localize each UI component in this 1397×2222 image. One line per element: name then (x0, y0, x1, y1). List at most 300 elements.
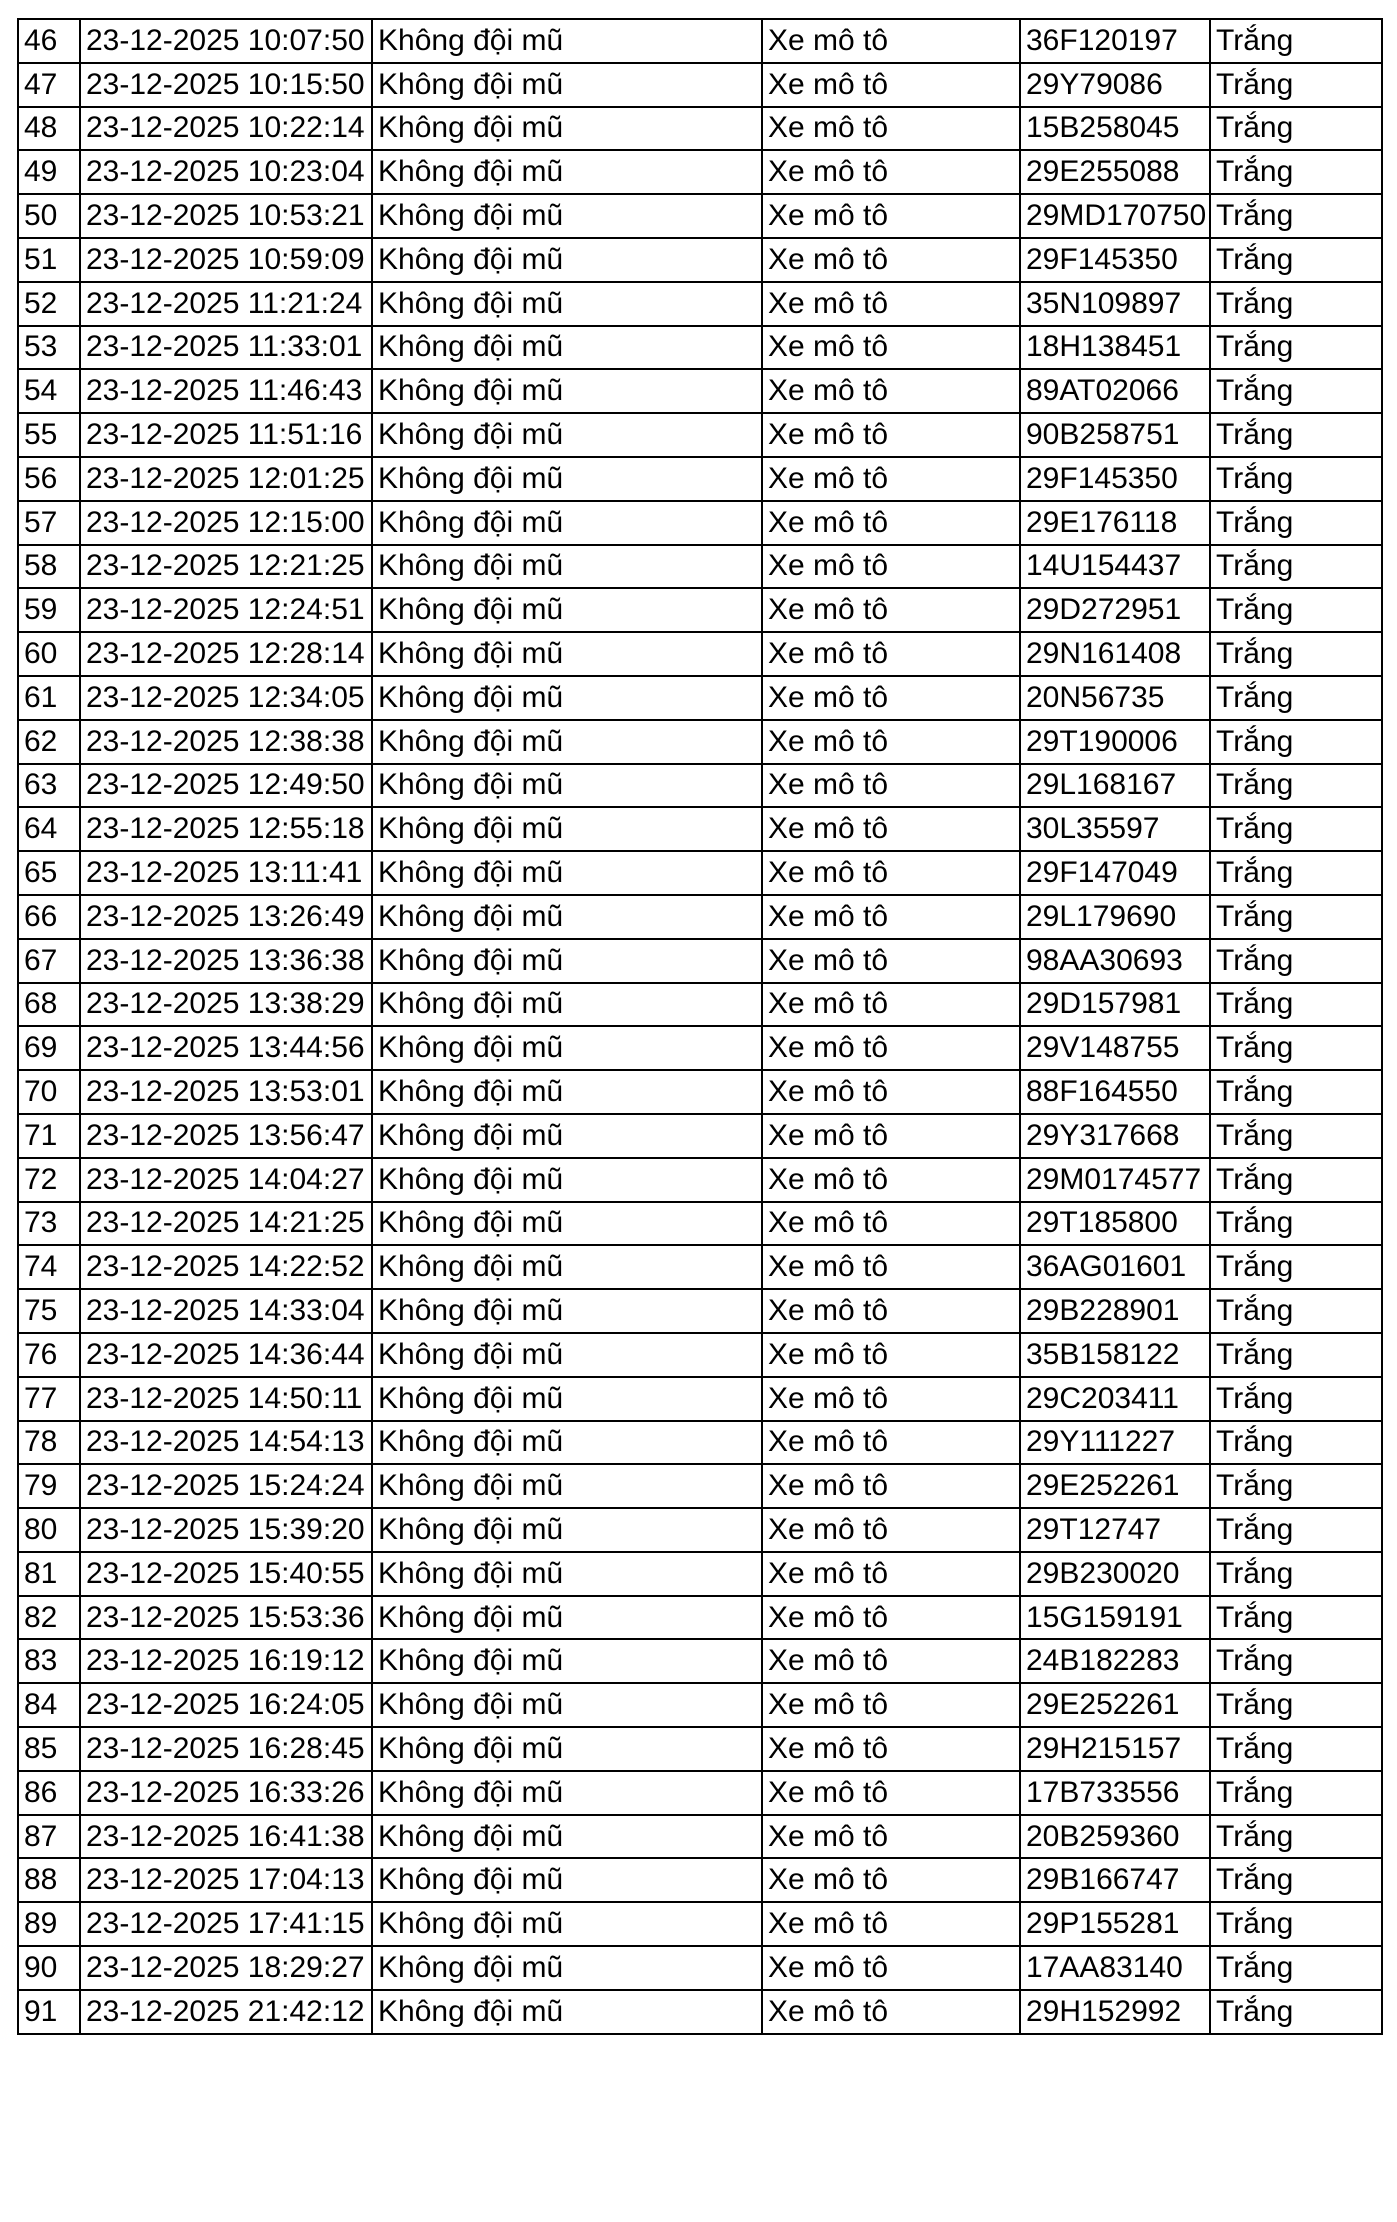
table-row (18, 1158, 1382, 1202)
vehicle-type-cell: Xe mô tô (762, 238, 1020, 282)
table-row (18, 1990, 1382, 2034)
plate-color-cell: Trắng (1210, 983, 1382, 1027)
table-row (18, 1464, 1382, 1508)
plate-color-cell: Trắng (1210, 676, 1382, 720)
plate-color-cell: Trắng (1210, 1727, 1382, 1771)
table-row (18, 1683, 1382, 1727)
license-plate-cell: 20N56735 (1020, 676, 1210, 720)
violation-time-cell: 23-12-2025 17:04:13 (80, 1858, 372, 1902)
violation-time-cell: 23-12-2025 14:22:52 (80, 1245, 372, 1289)
row-number-cell: 78 (18, 1421, 80, 1465)
row-number-cell: 51 (18, 238, 80, 282)
plate-color-cell: Trắng (1210, 1158, 1382, 1202)
license-plate-cell: 89AT02066 (1020, 369, 1210, 413)
row-number-cell: 82 (18, 1596, 80, 1640)
license-plate-cell: 18H138451 (1020, 326, 1210, 370)
license-plate-cell: 29N161408 (1020, 632, 1210, 676)
license-plate-cell: 29E176118 (1020, 501, 1210, 545)
vehicle-type-cell: Xe mô tô (762, 150, 1020, 194)
license-plate-cell: 29T185800 (1020, 1202, 1210, 1246)
plate-color-cell: Trắng (1210, 63, 1382, 107)
plate-color-cell: Trắng (1210, 1070, 1382, 1114)
violation-type-cell: Không đội mũ (372, 1552, 762, 1596)
license-plate-cell: 29Y79086 (1020, 63, 1210, 107)
row-number-cell: 60 (18, 632, 80, 676)
vehicle-type-cell: Xe mô tô (762, 1771, 1020, 1815)
violation-type-cell: Không đội mũ (372, 1815, 762, 1859)
row-number-cell: 58 (18, 545, 80, 589)
row-number-cell: 67 (18, 939, 80, 983)
table-row (18, 369, 1382, 413)
violation-type-cell: Không đội mũ (372, 194, 762, 238)
violation-time-cell: 23-12-2025 10:07:50 (80, 19, 372, 63)
violation-type-cell: Không đội mũ (372, 457, 762, 501)
plate-color-cell: Trắng (1210, 501, 1382, 545)
vehicle-type-cell: Xe mô tô (762, 983, 1020, 1027)
violation-time-cell: 23-12-2025 16:41:38 (80, 1815, 372, 1859)
vehicle-type-cell: Xe mô tô (762, 1289, 1020, 1333)
table-row (18, 1114, 1382, 1158)
violation-time-cell: 23-12-2025 13:44:56 (80, 1026, 372, 1070)
vehicle-type-cell: Xe mô tô (762, 676, 1020, 720)
plate-color-cell: Trắng (1210, 1333, 1382, 1377)
violation-time-cell: 23-12-2025 13:36:38 (80, 939, 372, 983)
violation-type-cell: Không đội mũ (372, 238, 762, 282)
row-number-cell: 54 (18, 369, 80, 413)
row-number-cell: 52 (18, 282, 80, 326)
plate-color-cell: Trắng (1210, 1771, 1382, 1815)
plate-color-cell: Trắng (1210, 939, 1382, 983)
plate-color-cell: Trắng (1210, 1990, 1382, 2034)
violation-type-cell: Không đội mũ (372, 545, 762, 589)
violation-time-cell: 23-12-2025 14:36:44 (80, 1333, 372, 1377)
violation-time-cell: 23-12-2025 13:11:41 (80, 851, 372, 895)
vehicle-type-cell: Xe mô tô (762, 413, 1020, 457)
violation-type-cell: Không đội mũ (372, 63, 762, 107)
license-plate-cell: 29L168167 (1020, 764, 1210, 808)
license-plate-cell: 88F164550 (1020, 1070, 1210, 1114)
row-number-cell: 76 (18, 1333, 80, 1377)
plate-color-cell: Trắng (1210, 19, 1382, 63)
table-row (18, 238, 1382, 282)
license-plate-cell: 29F145350 (1020, 457, 1210, 501)
vehicle-type-cell: Xe mô tô (762, 1377, 1020, 1421)
violation-time-cell: 23-12-2025 12:49:50 (80, 764, 372, 808)
table-row (18, 1202, 1382, 1246)
plate-color-cell: Trắng (1210, 1464, 1382, 1508)
license-plate-cell: 29Y111227 (1020, 1421, 1210, 1465)
plate-color-cell: Trắng (1210, 1026, 1382, 1070)
table-row (18, 282, 1382, 326)
plate-color-cell: Trắng (1210, 632, 1382, 676)
license-plate-cell: 29T190006 (1020, 720, 1210, 764)
row-number-cell: 81 (18, 1552, 80, 1596)
violation-type-cell: Không đội mũ (372, 1771, 762, 1815)
vehicle-type-cell: Xe mô tô (762, 63, 1020, 107)
table-row (18, 1771, 1382, 1815)
table-row (18, 1421, 1382, 1465)
vehicle-type-cell: Xe mô tô (762, 1026, 1020, 1070)
violation-time-cell: 23-12-2025 16:24:05 (80, 1683, 372, 1727)
violation-type-cell: Không đội mũ (372, 501, 762, 545)
row-number-cell: 86 (18, 1771, 80, 1815)
violation-type-cell: Không đội mũ (372, 1464, 762, 1508)
violation-type-cell: Không đội mũ (372, 1902, 762, 1946)
row-number-cell: 87 (18, 1815, 80, 1859)
plate-color-cell: Trắng (1210, 194, 1382, 238)
vehicle-type-cell: Xe mô tô (762, 1158, 1020, 1202)
row-number-cell: 47 (18, 63, 80, 107)
table-row (18, 1070, 1382, 1114)
vehicle-type-cell: Xe mô tô (762, 1245, 1020, 1289)
violation-time-cell: 23-12-2025 15:39:20 (80, 1508, 372, 1552)
row-number-cell: 46 (18, 19, 80, 63)
violation-time-cell: 23-12-2025 15:24:24 (80, 1464, 372, 1508)
violation-type-cell: Không đội mũ (372, 19, 762, 63)
violation-type-cell: Không đội mũ (372, 1858, 762, 1902)
row-number-cell: 73 (18, 1202, 80, 1246)
table-row (18, 676, 1382, 720)
violation-time-cell: 23-12-2025 12:15:00 (80, 501, 372, 545)
table-row (18, 1289, 1382, 1333)
violation-type-cell: Không đội mũ (372, 1727, 762, 1771)
license-plate-cell: 36F120197 (1020, 19, 1210, 63)
table-row (18, 983, 1382, 1027)
violation-type-cell: Không đội mũ (372, 1026, 762, 1070)
plate-color-cell: Trắng (1210, 1421, 1382, 1465)
plate-color-cell: Trắng (1210, 238, 1382, 282)
vehicle-type-cell: Xe mô tô (762, 1990, 1020, 2034)
violation-time-cell: 23-12-2025 16:28:45 (80, 1727, 372, 1771)
violation-type-cell: Không đội mũ (372, 983, 762, 1027)
violation-time-cell: 23-12-2025 12:01:25 (80, 457, 372, 501)
violation-type-cell: Không đội mũ (372, 282, 762, 326)
violation-time-cell: 23-12-2025 13:53:01 (80, 1070, 372, 1114)
violation-type-cell: Không đội mũ (372, 413, 762, 457)
plate-color-cell: Trắng (1210, 1552, 1382, 1596)
violation-time-cell: 23-12-2025 17:41:15 (80, 1902, 372, 1946)
vehicle-type-cell: Xe mô tô (762, 1902, 1020, 1946)
license-plate-cell: 29E255088 (1020, 150, 1210, 194)
plate-color-cell: Trắng (1210, 764, 1382, 808)
table-row (18, 1333, 1382, 1377)
table-row (18, 1727, 1382, 1771)
violation-type-cell: Không đội mũ (372, 807, 762, 851)
plate-color-cell: Trắng (1210, 150, 1382, 194)
violation-type-cell: Không đội mũ (372, 1508, 762, 1552)
violation-type-cell: Không đội mũ (372, 1202, 762, 1246)
plate-color-cell: Trắng (1210, 851, 1382, 895)
license-plate-cell: 35N109897 (1020, 282, 1210, 326)
license-plate-cell: 29B166747 (1020, 1858, 1210, 1902)
table-row (18, 150, 1382, 194)
vehicle-type-cell: Xe mô tô (762, 1552, 1020, 1596)
table-row (18, 194, 1382, 238)
table-row (18, 939, 1382, 983)
plate-color-cell: Trắng (1210, 1946, 1382, 1990)
violation-type-cell: Không đội mũ (372, 1946, 762, 1990)
table-row (18, 1902, 1382, 1946)
row-number-cell: 70 (18, 1070, 80, 1114)
vehicle-type-cell: Xe mô tô (762, 632, 1020, 676)
vehicle-type-cell: Xe mô tô (762, 1202, 1020, 1246)
violation-time-cell: 23-12-2025 12:24:51 (80, 588, 372, 632)
plate-color-cell: Trắng (1210, 720, 1382, 764)
license-plate-cell: 24B182283 (1020, 1639, 1210, 1683)
violation-time-cell: 23-12-2025 11:51:16 (80, 413, 372, 457)
table-row (18, 19, 1382, 63)
row-number-cell: 79 (18, 1464, 80, 1508)
row-number-cell: 88 (18, 1858, 80, 1902)
row-number-cell: 50 (18, 194, 80, 238)
row-number-cell: 90 (18, 1946, 80, 1990)
vehicle-type-cell: Xe mô tô (762, 282, 1020, 326)
violation-time-cell: 23-12-2025 10:53:21 (80, 194, 372, 238)
violation-time-cell: 23-12-2025 14:21:25 (80, 1202, 372, 1246)
violation-type-cell: Không đội mũ (372, 895, 762, 939)
license-plate-cell: 35B158122 (1020, 1333, 1210, 1377)
table-row (18, 895, 1382, 939)
vehicle-type-cell: Xe mô tô (762, 545, 1020, 589)
table-row (18, 1596, 1382, 1640)
violation-type-cell: Không đội mũ (372, 1289, 762, 1333)
license-plate-cell: 17B733556 (1020, 1771, 1210, 1815)
violation-type-cell: Không đội mũ (372, 1333, 762, 1377)
vehicle-type-cell: Xe mô tô (762, 369, 1020, 413)
license-plate-cell: 29H152992 (1020, 1990, 1210, 2034)
vehicle-type-cell: Xe mô tô (762, 1464, 1020, 1508)
vehicle-type-cell: Xe mô tô (762, 1070, 1020, 1114)
table-row (18, 413, 1382, 457)
violation-time-cell: 23-12-2025 21:42:12 (80, 1990, 372, 2034)
violation-type-cell: Không đội mũ (372, 1245, 762, 1289)
violation-time-cell: 23-12-2025 15:40:55 (80, 1552, 372, 1596)
table-row (18, 1946, 1382, 1990)
row-number-cell: 85 (18, 1727, 80, 1771)
license-plate-cell: 29C203411 (1020, 1377, 1210, 1421)
row-number-cell: 77 (18, 1377, 80, 1421)
violations-table (17, 18, 1383, 2035)
table-row (18, 764, 1382, 808)
vehicle-type-cell: Xe mô tô (762, 1858, 1020, 1902)
violation-type-cell: Không đội mũ (372, 720, 762, 764)
license-plate-cell: 29Y317668 (1020, 1114, 1210, 1158)
vehicle-type-cell: Xe mô tô (762, 194, 1020, 238)
plate-color-cell: Trắng (1210, 413, 1382, 457)
table-row (18, 1815, 1382, 1859)
row-number-cell: 89 (18, 1902, 80, 1946)
table-row (18, 1508, 1382, 1552)
violation-time-cell: 23-12-2025 13:38:29 (80, 983, 372, 1027)
license-plate-cell: 29MD170750 (1020, 194, 1210, 238)
license-plate-cell: 29M0174577 (1020, 1158, 1210, 1202)
license-plate-cell: 29E252261 (1020, 1683, 1210, 1727)
plate-color-cell: Trắng (1210, 545, 1382, 589)
row-number-cell: 71 (18, 1114, 80, 1158)
table-row (18, 63, 1382, 107)
violation-type-cell: Không đội mũ (372, 764, 762, 808)
license-plate-cell: 29D272951 (1020, 588, 1210, 632)
violation-time-cell: 23-12-2025 14:54:13 (80, 1421, 372, 1465)
license-plate-cell: 29T12747 (1020, 1508, 1210, 1552)
vehicle-type-cell: Xe mô tô (762, 1333, 1020, 1377)
violation-time-cell: 23-12-2025 11:46:43 (80, 369, 372, 413)
row-number-cell: 84 (18, 1683, 80, 1727)
table-row (18, 720, 1382, 764)
violation-type-cell: Không đội mũ (372, 588, 762, 632)
plate-color-cell: Trắng (1210, 1289, 1382, 1333)
vehicle-type-cell: Xe mô tô (762, 1114, 1020, 1158)
vehicle-type-cell: Xe mô tô (762, 1421, 1020, 1465)
table-row (18, 1377, 1382, 1421)
row-number-cell: 48 (18, 107, 80, 151)
plate-color-cell: Trắng (1210, 588, 1382, 632)
row-number-cell: 80 (18, 1508, 80, 1552)
row-number-cell: 49 (18, 150, 80, 194)
plate-color-cell: Trắng (1210, 1377, 1382, 1421)
row-number-cell: 69 (18, 1026, 80, 1070)
table-row (18, 807, 1382, 851)
plate-color-cell: Trắng (1210, 1902, 1382, 1946)
violation-time-cell: 23-12-2025 14:33:04 (80, 1289, 372, 1333)
violation-type-cell: Không đội mũ (372, 1421, 762, 1465)
violation-time-cell: 23-12-2025 12:21:25 (80, 545, 372, 589)
row-number-cell: 59 (18, 588, 80, 632)
violation-type-cell: Không đội mũ (372, 150, 762, 194)
row-number-cell: 68 (18, 983, 80, 1027)
row-number-cell: 91 (18, 1990, 80, 2034)
license-plate-cell: 29F147049 (1020, 851, 1210, 895)
row-number-cell: 74 (18, 1245, 80, 1289)
plate-color-cell: Trắng (1210, 1596, 1382, 1640)
plate-color-cell: Trắng (1210, 457, 1382, 501)
license-plate-cell: 29B230020 (1020, 1552, 1210, 1596)
license-plate-cell: 29B228901 (1020, 1289, 1210, 1333)
vehicle-type-cell: Xe mô tô (762, 851, 1020, 895)
plate-color-cell: Trắng (1210, 1683, 1382, 1727)
plate-color-cell: Trắng (1210, 1858, 1382, 1902)
vehicle-type-cell: Xe mô tô (762, 807, 1020, 851)
vehicle-type-cell: Xe mô tô (762, 1596, 1020, 1640)
table-row (18, 107, 1382, 151)
row-number-cell: 65 (18, 851, 80, 895)
row-number-cell: 62 (18, 720, 80, 764)
violation-type-cell: Không đội mũ (372, 1158, 762, 1202)
violation-type-cell: Không đội mũ (372, 1683, 762, 1727)
violation-time-cell: 23-12-2025 11:21:24 (80, 282, 372, 326)
table-body (18, 19, 1382, 2034)
license-plate-cell: 29H215157 (1020, 1727, 1210, 1771)
row-number-cell: 56 (18, 457, 80, 501)
plate-color-cell: Trắng (1210, 1245, 1382, 1289)
violation-type-cell: Không đội mũ (372, 676, 762, 720)
row-number-cell: 53 (18, 326, 80, 370)
license-plate-cell: 29F145350 (1020, 238, 1210, 282)
violation-type-cell: Không đội mũ (372, 369, 762, 413)
plate-color-cell: Trắng (1210, 1114, 1382, 1158)
license-plate-cell: 90B258751 (1020, 413, 1210, 457)
license-plate-cell: 17AA83140 (1020, 1946, 1210, 1990)
violation-type-cell: Không đội mũ (372, 632, 762, 676)
license-plate-cell: 29E252261 (1020, 1464, 1210, 1508)
violation-time-cell: 23-12-2025 12:28:14 (80, 632, 372, 676)
violation-type-cell: Không đội mũ (372, 326, 762, 370)
violation-type-cell: Không đội mũ (372, 1596, 762, 1640)
license-plate-cell: 20B259360 (1020, 1815, 1210, 1859)
vehicle-type-cell: Xe mô tô (762, 107, 1020, 151)
violation-time-cell: 23-12-2025 13:26:49 (80, 895, 372, 939)
violation-type-cell: Không đội mũ (372, 1070, 762, 1114)
row-number-cell: 61 (18, 676, 80, 720)
license-plate-cell: 29D157981 (1020, 983, 1210, 1027)
table-row (18, 1858, 1382, 1902)
violation-type-cell: Không đội mũ (372, 1990, 762, 2034)
vehicle-type-cell: Xe mô tô (762, 1683, 1020, 1727)
row-number-cell: 63 (18, 764, 80, 808)
table-row (18, 588, 1382, 632)
license-plate-cell: 29V148755 (1020, 1026, 1210, 1070)
table-row (18, 632, 1382, 676)
vehicle-type-cell: Xe mô tô (762, 1815, 1020, 1859)
violation-time-cell: 23-12-2025 13:56:47 (80, 1114, 372, 1158)
license-plate-cell: 98AA30693 (1020, 939, 1210, 983)
violation-type-cell: Không đội mũ (372, 1639, 762, 1683)
table-row (18, 1245, 1382, 1289)
violation-time-cell: 23-12-2025 10:59:09 (80, 238, 372, 282)
vehicle-type-cell: Xe mô tô (762, 588, 1020, 632)
license-plate-cell: 36AG01601 (1020, 1245, 1210, 1289)
violation-type-cell: Không đội mũ (372, 851, 762, 895)
vehicle-type-cell: Xe mô tô (762, 457, 1020, 501)
vehicle-type-cell: Xe mô tô (762, 895, 1020, 939)
table-row (18, 1552, 1382, 1596)
table-row (18, 457, 1382, 501)
vehicle-type-cell: Xe mô tô (762, 1946, 1020, 1990)
plate-color-cell: Trắng (1210, 369, 1382, 413)
table-row (18, 326, 1382, 370)
table-row (18, 1639, 1382, 1683)
plate-color-cell: Trắng (1210, 1508, 1382, 1552)
violation-time-cell: 23-12-2025 12:34:05 (80, 676, 372, 720)
violation-time-cell: 23-12-2025 10:22:14 (80, 107, 372, 151)
violation-type-cell: Không đội mũ (372, 107, 762, 151)
row-number-cell: 66 (18, 895, 80, 939)
violation-time-cell: 23-12-2025 15:53:36 (80, 1596, 372, 1640)
table-row (18, 501, 1382, 545)
violation-time-cell: 23-12-2025 14:04:27 (80, 1158, 372, 1202)
plate-color-cell: Trắng (1210, 895, 1382, 939)
vehicle-type-cell: Xe mô tô (762, 939, 1020, 983)
violation-time-cell: 23-12-2025 12:38:38 (80, 720, 372, 764)
table-row (18, 851, 1382, 895)
violation-type-cell: Không đội mũ (372, 1114, 762, 1158)
violation-time-cell: 23-12-2025 12:55:18 (80, 807, 372, 851)
license-plate-cell: 15B258045 (1020, 107, 1210, 151)
vehicle-type-cell: Xe mô tô (762, 19, 1020, 63)
vehicle-type-cell: Xe mô tô (762, 326, 1020, 370)
license-plate-cell: 30L35597 (1020, 807, 1210, 851)
plate-color-cell: Trắng (1210, 1815, 1382, 1859)
violation-time-cell: 23-12-2025 10:23:04 (80, 150, 372, 194)
table-row (18, 1026, 1382, 1070)
vehicle-type-cell: Xe mô tô (762, 1639, 1020, 1683)
plate-color-cell: Trắng (1210, 107, 1382, 151)
row-number-cell: 57 (18, 501, 80, 545)
plate-color-cell: Trắng (1210, 282, 1382, 326)
vehicle-type-cell: Xe mô tô (762, 720, 1020, 764)
row-number-cell: 83 (18, 1639, 80, 1683)
license-plate-cell: 29L179690 (1020, 895, 1210, 939)
